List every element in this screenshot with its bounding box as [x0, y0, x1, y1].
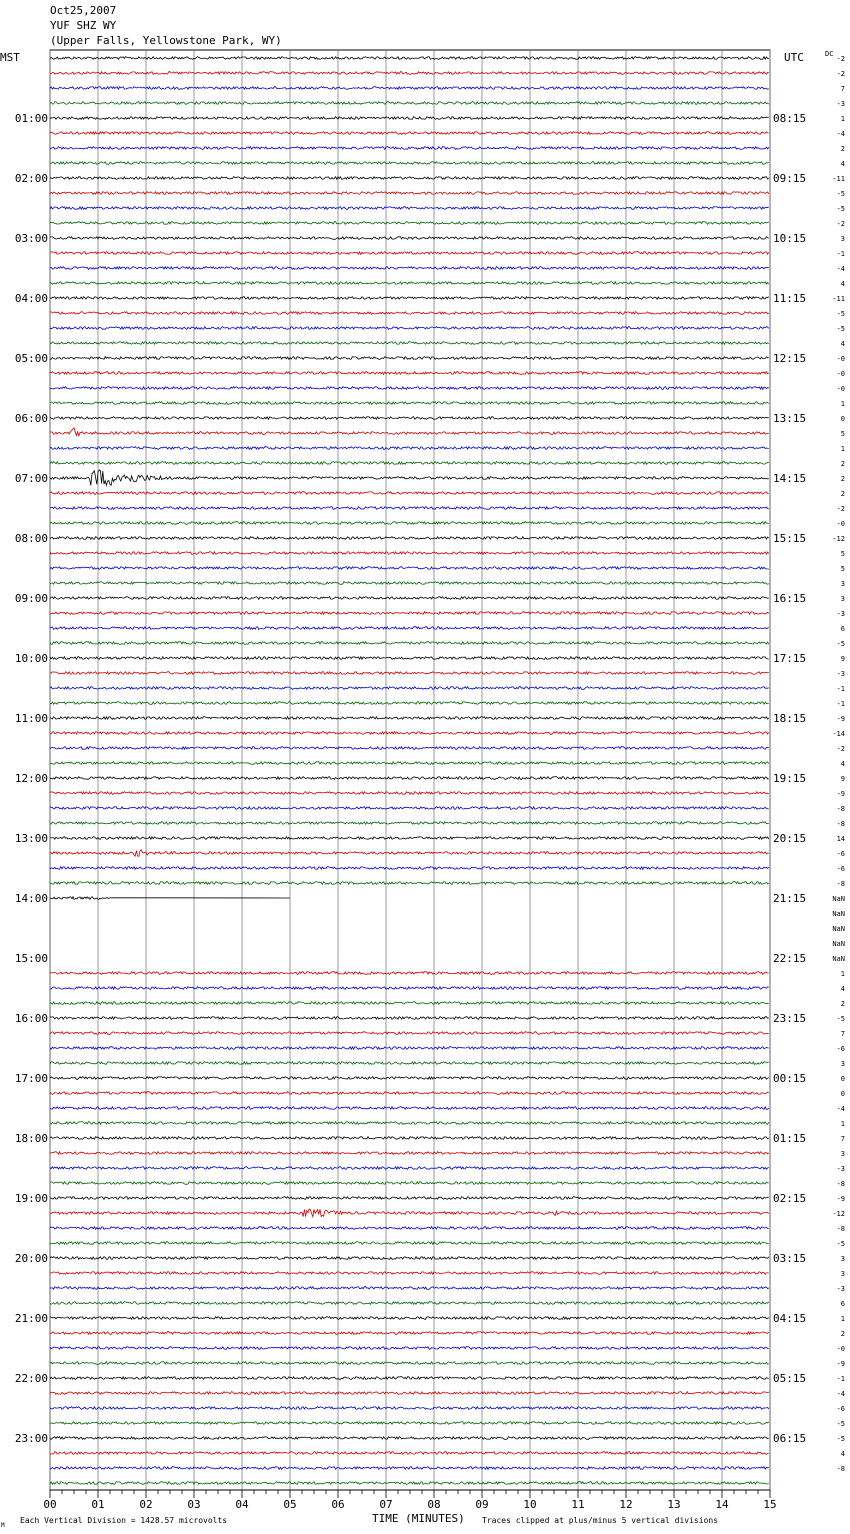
trace-55	[50, 882, 769, 885]
dc-value: 4	[840, 160, 845, 168]
left-axis-label: MST	[0, 51, 20, 64]
dc-value: -8	[836, 805, 845, 813]
mst-hour-label: 15:00	[14, 952, 48, 965]
x-tick-label: 07	[379, 1498, 393, 1511]
trace-47	[50, 762, 769, 765]
dc-value: -3	[836, 1285, 845, 1293]
trace-40	[50, 657, 769, 660]
dc-value: -2	[836, 745, 845, 753]
x-tick-label: 14	[715, 1498, 729, 1511]
utc-hour-label: 12:15	[773, 352, 807, 365]
mst-hour-label: 19:00	[14, 1192, 48, 1205]
trace-5	[50, 132, 769, 135]
dc-value: -6	[836, 1045, 845, 1053]
trace-33	[50, 552, 769, 555]
dc-value: 2	[840, 1330, 845, 1338]
utc-hour-label: 09:15	[773, 172, 807, 185]
x-tick-label: 10	[523, 1498, 537, 1511]
trace-51	[50, 822, 769, 825]
dc-value: 5	[840, 430, 845, 438]
dc-value: -8	[836, 820, 845, 828]
trace-72	[50, 1137, 769, 1140]
trace-46	[50, 747, 769, 750]
trace-38	[50, 627, 769, 630]
x-axis-label: TIME (MINUTES)	[372, 1512, 465, 1525]
trace-80	[50, 1257, 769, 1260]
dc-value: 4	[840, 1450, 845, 1458]
trace-29	[50, 492, 769, 495]
x-tick-label: 01	[91, 1498, 105, 1511]
mst-hour-label: 06:00	[14, 412, 48, 425]
utc-hour-label: 20:15	[773, 832, 807, 845]
dc-value: NaN	[832, 925, 845, 933]
trace-92	[50, 1437, 769, 1440]
trace-3	[50, 102, 769, 105]
dc-value: 7	[840, 1135, 845, 1143]
dc-value: 3	[840, 1060, 845, 1068]
dc-value: -9	[836, 715, 845, 723]
x-tick-label: 04	[235, 1498, 249, 1511]
trace-18	[50, 327, 769, 330]
trace-75	[50, 1182, 769, 1185]
dc-value: 1	[840, 970, 845, 978]
trace-36	[50, 597, 769, 600]
trace-94	[50, 1467, 769, 1470]
right-axis-label: UTC	[784, 51, 804, 64]
mst-hour-label: 02:00	[14, 172, 48, 185]
dc-value: 3	[840, 1150, 845, 1158]
trace-9	[50, 192, 769, 195]
trace-31	[50, 522, 769, 525]
trace-37	[50, 612, 769, 615]
dc-value: -1	[836, 250, 845, 258]
trace-87	[50, 1362, 769, 1365]
dc-value: 1	[840, 400, 845, 408]
dc-value: -12	[832, 1210, 845, 1218]
utc-hour-label: 08:15	[773, 112, 807, 125]
trace-62	[50, 987, 769, 990]
dc-value: 5	[840, 565, 845, 573]
trace-11	[50, 222, 769, 225]
dc-value: -5	[836, 640, 845, 648]
utc-hour-label: 06:15	[773, 1432, 807, 1445]
utc-hour-label: 18:15	[773, 712, 807, 725]
trace-23	[50, 402, 769, 405]
mst-hour-label: 22:00	[14, 1372, 48, 1385]
dc-value: -3	[836, 670, 845, 678]
dc-value: 9	[840, 655, 845, 663]
corner-mark: M	[1, 1522, 5, 1529]
dc-value: -11	[832, 295, 845, 303]
dc-value: -4	[836, 1105, 845, 1113]
trace-88	[50, 1377, 769, 1380]
trace-70	[50, 1107, 769, 1110]
trace-82	[50, 1287, 769, 1290]
dc-label: DC	[825, 50, 834, 58]
trace-42	[50, 687, 769, 690]
dc-value: -5	[836, 205, 845, 213]
utc-hour-label: 02:15	[773, 1192, 807, 1205]
trace-13	[50, 252, 769, 255]
dc-value: NaN	[832, 895, 845, 903]
dc-value: NaN	[832, 955, 845, 963]
utc-hour-label: 22:15	[773, 952, 807, 965]
x-tick-label: 09	[475, 1498, 489, 1511]
dc-value: 6	[840, 625, 845, 633]
dc-value: 2	[840, 460, 845, 468]
trace-22	[50, 387, 769, 390]
dc-value: -2	[836, 70, 845, 78]
trace-17	[50, 312, 769, 315]
dc-value: -0	[836, 385, 845, 393]
clip-note: Traces clipped at plus/minus 5 vertical divisions	[482, 1516, 719, 1525]
trace-53	[50, 850, 769, 857]
trace-50	[50, 807, 769, 810]
trace-45	[50, 732, 769, 735]
trace-10	[50, 207, 769, 210]
dc-value: -5	[836, 1435, 845, 1443]
dc-value: -0	[836, 355, 845, 363]
trace-32	[50, 537, 769, 540]
dc-value: -8	[836, 1180, 845, 1188]
dc-value: -9	[836, 1195, 845, 1203]
x-tick-label: 13	[667, 1498, 681, 1511]
x-tick-label: 11	[571, 1498, 585, 1511]
trace-54	[50, 867, 769, 870]
dc-value: -4	[836, 265, 845, 273]
trace-78	[50, 1227, 769, 1230]
dc-value: 0	[840, 1075, 845, 1083]
dc-value: -5	[836, 1420, 845, 1428]
dc-value: -1	[836, 1375, 845, 1383]
dc-value: 1	[840, 445, 845, 453]
dc-value: -8	[836, 1465, 845, 1473]
dc-value: -0	[836, 1345, 845, 1353]
mst-hour-label: 03:00	[14, 232, 48, 245]
mst-hour-label: 07:00	[14, 472, 48, 485]
trace-61	[50, 972, 769, 975]
dc-value: 0	[840, 1090, 845, 1098]
trace-79	[50, 1242, 769, 1245]
station-code: YUF SHZ WY	[50, 19, 117, 32]
utc-hour-label: 10:15	[773, 232, 807, 245]
utc-hour-label: 23:15	[773, 1012, 807, 1025]
utc-hour-label: 03:15	[773, 1252, 807, 1265]
mst-hour-label: 13:00	[14, 832, 48, 845]
utc-hour-label: 15:15	[773, 532, 807, 545]
trace-20	[50, 357, 769, 360]
dc-value: -4	[836, 1390, 845, 1398]
trace-24	[50, 417, 769, 420]
dc-value: 3	[840, 580, 845, 588]
record-date: Oct25,2007	[50, 4, 117, 17]
trace-52	[50, 837, 769, 840]
dc-value: 1	[840, 1120, 845, 1128]
trace-4	[50, 117, 769, 120]
trace-69	[50, 1092, 769, 1095]
trace-86	[50, 1347, 769, 1350]
trace-66	[50, 1047, 769, 1050]
trace-71	[50, 1122, 769, 1125]
dc-value: 2	[840, 145, 845, 153]
trace-56	[50, 897, 290, 900]
dc-value: 6	[840, 1300, 845, 1308]
trace-68	[50, 1077, 769, 1080]
utc-hour-label: 00:15	[773, 1072, 807, 1085]
dc-value: -6	[836, 865, 845, 873]
mst-hour-label: 01:00	[14, 112, 48, 125]
mst-hour-label: 05:00	[14, 352, 48, 365]
trace-44	[50, 717, 769, 720]
trace-65	[50, 1032, 769, 1035]
dc-value: 1	[840, 115, 845, 123]
trace-39	[50, 642, 769, 645]
trace-77	[50, 1209, 769, 1217]
x-tick-label: 12	[619, 1498, 633, 1511]
trace-8	[50, 177, 769, 180]
trace-12	[50, 237, 769, 240]
dc-value: -11	[832, 175, 845, 183]
dc-value: 4	[840, 340, 845, 348]
dc-value: 1	[840, 1315, 845, 1323]
dc-value: -3	[836, 610, 845, 618]
trace-93	[50, 1452, 769, 1455]
mst-hour-label: 11:00	[14, 712, 48, 725]
dc-value: 7	[840, 1030, 845, 1038]
dc-value: 14	[836, 835, 845, 843]
x-tick-label: 15	[763, 1498, 777, 1511]
trace-84	[50, 1317, 769, 1320]
mst-hour-label: 09:00	[14, 592, 48, 605]
dc-value: -3	[836, 100, 845, 108]
dc-value: -6	[836, 850, 845, 858]
station-location: (Upper Falls, Yellowstone Park, WY)	[50, 34, 282, 47]
trace-30	[50, 507, 769, 510]
utc-hour-label: 11:15	[773, 292, 807, 305]
dc-value: -9	[836, 790, 845, 798]
trace-34	[50, 567, 769, 570]
dc-value: -6	[836, 1405, 845, 1413]
mst-hour-label: 20:00	[14, 1252, 48, 1265]
axis-labels	[15, 55, 845, 1511]
dc-value: -4	[836, 130, 845, 138]
dc-value: 4	[840, 760, 845, 768]
trace-74	[50, 1167, 769, 1170]
trace-64	[50, 1017, 769, 1020]
trace-25	[50, 428, 769, 436]
seismogram-traces	[50, 57, 769, 1485]
dc-value: 2	[840, 1000, 845, 1008]
trace-41	[50, 672, 769, 675]
dc-value: -9	[836, 1360, 845, 1368]
trace-15	[50, 282, 769, 285]
mst-hour-label: 10:00	[14, 652, 48, 665]
mst-hour-label: 14:00	[14, 892, 48, 905]
dc-value: -2	[836, 220, 845, 228]
dc-value: -5	[836, 190, 845, 198]
trace-95	[50, 1482, 769, 1485]
trace-14	[50, 267, 769, 270]
x-tick-label: 00	[43, 1498, 57, 1511]
trace-63	[50, 1002, 769, 1005]
trace-7	[50, 162, 769, 165]
trace-91	[50, 1422, 769, 1425]
dc-value: -2	[836, 505, 845, 513]
trace-35	[50, 582, 769, 585]
dc-value: 3	[840, 1255, 845, 1263]
mst-hour-label: 18:00	[14, 1132, 48, 1145]
trace-89	[50, 1392, 769, 1395]
trace-67	[50, 1062, 769, 1065]
utc-hour-label: 17:15	[773, 652, 807, 665]
mst-hour-label: 08:00	[14, 532, 48, 545]
dc-value: -5	[836, 310, 845, 318]
x-tick-label: 03	[187, 1498, 201, 1511]
mst-hour-label: 23:00	[14, 1432, 48, 1445]
trace-28	[50, 470, 769, 486]
dc-value: 5	[840, 550, 845, 558]
trace-76	[50, 1197, 769, 1200]
dc-value: 9	[840, 775, 845, 783]
dc-value: 4	[840, 280, 845, 288]
trace-26	[50, 447, 769, 450]
dc-value: -0	[836, 370, 845, 378]
mst-hour-label: 04:00	[14, 292, 48, 305]
trace-6	[50, 147, 769, 150]
dc-value: -5	[836, 325, 845, 333]
dc-value: -1	[836, 685, 845, 693]
trace-21	[50, 372, 769, 375]
trace-73	[50, 1152, 769, 1155]
dc-value: NaN	[832, 910, 845, 918]
mst-hour-label: 16:00	[14, 1012, 48, 1025]
dc-value: NaN	[832, 940, 845, 948]
x-tick-label: 05	[283, 1498, 297, 1511]
dc-value: -12	[832, 535, 845, 543]
utc-hour-label: 21:15	[773, 892, 807, 905]
dc-value: 2	[840, 475, 845, 483]
trace-48	[50, 777, 769, 780]
dc-value: 3	[840, 1270, 845, 1278]
trace-27	[50, 462, 769, 465]
x-tick-label: 08	[427, 1498, 441, 1511]
utc-hour-label: 16:15	[773, 592, 807, 605]
dc-value: -5	[836, 1015, 845, 1023]
dc-value: -2	[836, 55, 845, 63]
trace-1	[50, 72, 769, 75]
trace-49	[50, 792, 769, 795]
mst-hour-label: 21:00	[14, 1312, 48, 1325]
dc-value: 7	[840, 85, 845, 93]
trace-81	[50, 1272, 769, 1275]
x-tick-label: 06	[331, 1498, 345, 1511]
scale-note: Each Vertical Division = 1428.57 microvolts	[20, 1516, 228, 1525]
trace-16	[50, 297, 769, 300]
utc-hour-label: 13:15	[773, 412, 807, 425]
mst-hour-label: 17:00	[14, 1072, 48, 1085]
dc-value: -3	[836, 1165, 845, 1173]
dc-value: -5	[836, 1240, 845, 1248]
dc-value: 4	[840, 985, 845, 993]
trace-43	[50, 702, 769, 705]
utc-hour-label: 19:15	[773, 772, 807, 785]
mst-hour-label: 12:00	[14, 772, 48, 785]
dc-value: -8	[836, 880, 845, 888]
utc-hour-label: 14:15	[773, 472, 807, 485]
dc-value: 0	[840, 415, 845, 423]
trace-2	[50, 87, 769, 90]
utc-hour-label: 05:15	[773, 1372, 807, 1385]
trace-0	[50, 57, 769, 60]
trace-90	[50, 1407, 769, 1410]
trace-19	[50, 342, 769, 345]
dc-value: -0	[836, 520, 845, 528]
utc-hour-label: 04:15	[773, 1312, 807, 1325]
dc-value: 2	[840, 490, 845, 498]
dc-value: -1	[836, 700, 845, 708]
dc-value: -8	[836, 1225, 845, 1233]
utc-hour-label: 01:15	[773, 1132, 807, 1145]
trace-83	[50, 1302, 769, 1305]
dc-value: 3	[840, 235, 845, 243]
dc-value: 3	[840, 595, 845, 603]
dc-value: -14	[832, 730, 845, 738]
trace-85	[50, 1332, 769, 1335]
x-tick-label: 02	[139, 1498, 153, 1511]
